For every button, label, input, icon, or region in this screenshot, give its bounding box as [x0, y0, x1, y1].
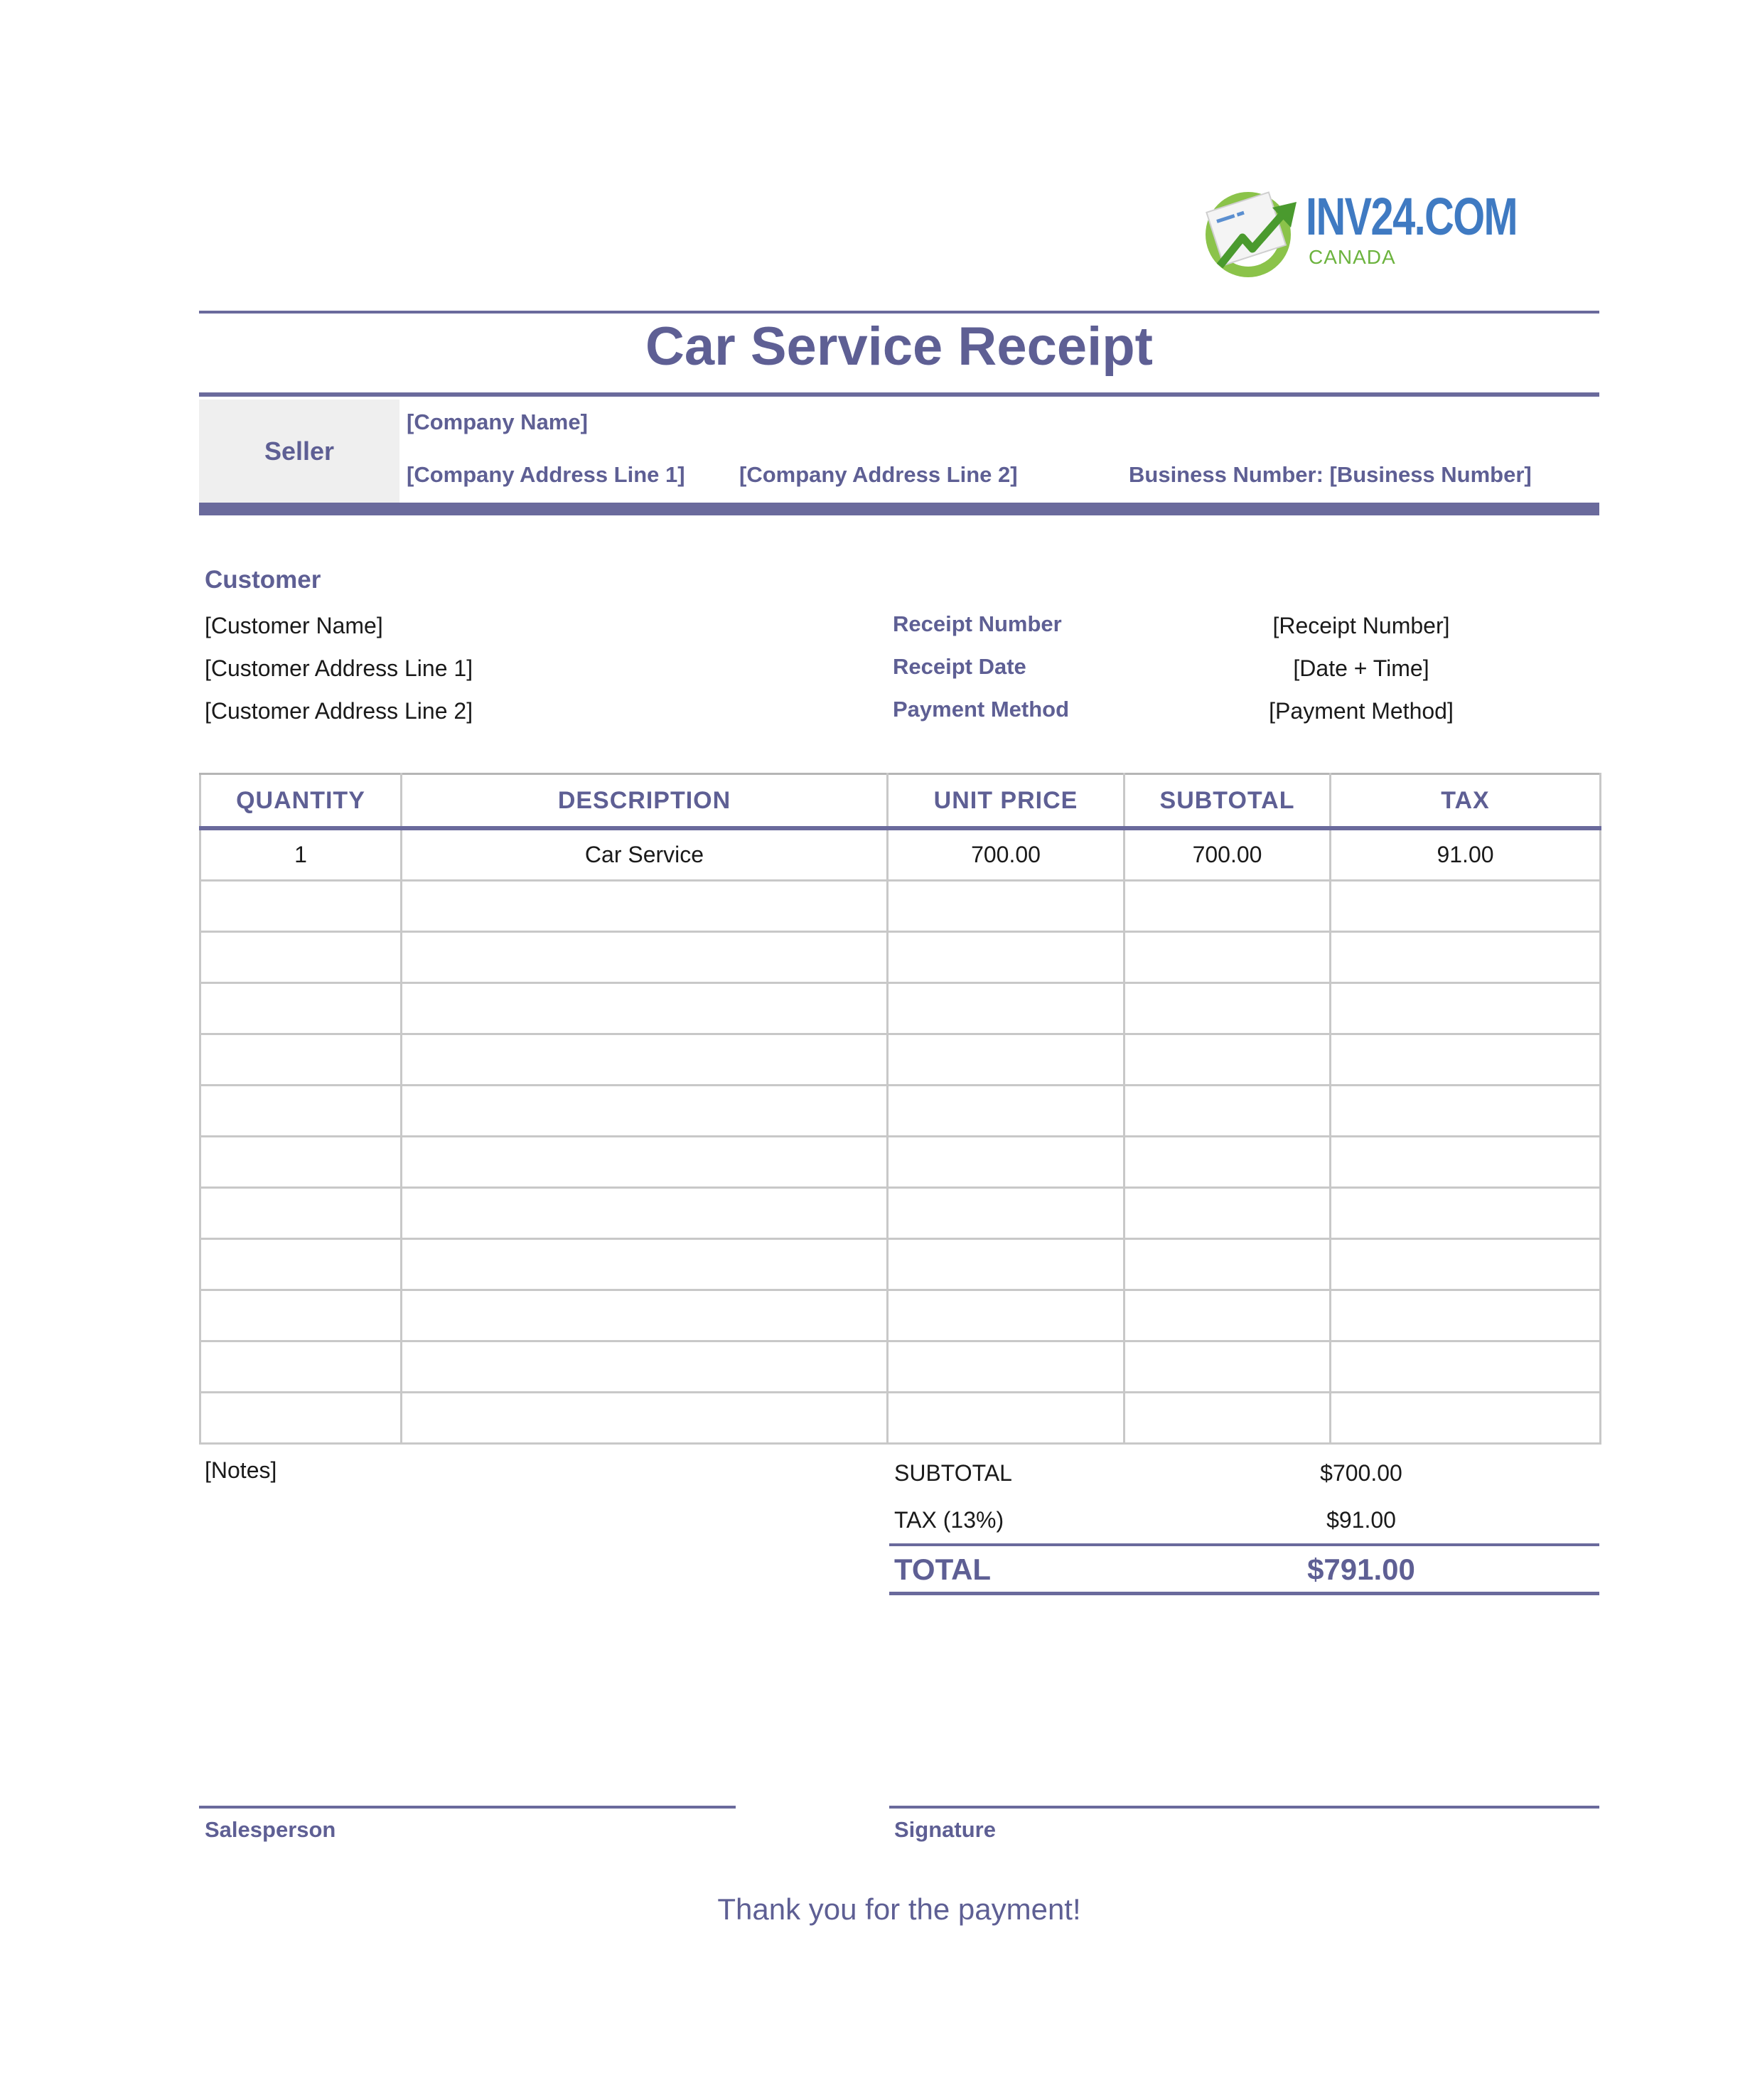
header-tax: TAX	[1331, 774, 1601, 829]
cell-subtotal	[1124, 881, 1331, 932]
header-description: DESCRIPTION	[402, 774, 888, 829]
cell-unit-price: 700.00	[888, 828, 1124, 881]
cell-subtotal	[1124, 1239, 1331, 1290]
table-row	[200, 1188, 1601, 1239]
cell-quantity: 1	[200, 828, 402, 881]
cell-subtotal	[1124, 1393, 1331, 1444]
customer-name: [Customer Name]	[205, 613, 383, 638]
table-header-row	[200, 774, 1601, 829]
cell-unit-price	[888, 1137, 1124, 1188]
tax-value: $91.00	[1326, 1507, 1396, 1533]
cell-description	[402, 1341, 888, 1393]
cell-tax	[1331, 1034, 1601, 1086]
cell-unit-price	[888, 1290, 1124, 1341]
customer-address-line-1: [Customer Address Line 1]	[205, 655, 473, 681]
cell-unit-price	[888, 881, 1124, 932]
title-top-rule	[199, 311, 1599, 314]
cell-unit-price	[888, 932, 1124, 983]
cell-subtotal: 700.00	[1124, 828, 1331, 881]
company-address-line-1: [Company Address Line 1]	[407, 462, 685, 487]
cell-quantity	[200, 1341, 402, 1393]
payment-method-value: [Payment Method]	[1269, 698, 1454, 724]
signature-label: Signature	[894, 1817, 996, 1842]
cell-quantity	[200, 1393, 402, 1444]
company-address-line-2: [Company Address Line 2]	[739, 462, 1018, 487]
logo-region: CANADA	[1309, 246, 1396, 268]
customer-heading: Customer	[205, 566, 321, 594]
cell-tax	[1331, 1341, 1601, 1393]
title-bottom-rule	[199, 392, 1599, 397]
cell-tax	[1331, 1290, 1601, 1341]
cell-description	[402, 932, 888, 983]
receipt-number-value: [Receipt Number]	[1272, 613, 1450, 638]
table-row	[200, 1290, 1601, 1341]
cell-unit-price	[888, 1341, 1124, 1393]
receipt-date-value: [Date + Time]	[1293, 655, 1429, 681]
cell-description: Car Service	[402, 828, 888, 881]
cell-unit-price	[888, 983, 1124, 1034]
cell-subtotal	[1124, 1188, 1331, 1239]
cell-tax	[1331, 881, 1601, 932]
seller-label: Seller	[199, 400, 399, 503]
cell-tax: 91.00	[1331, 828, 1601, 881]
customer-address-line-2: [Customer Address Line 2]	[205, 698, 473, 724]
cell-subtotal	[1124, 1137, 1331, 1188]
cell-quantity	[200, 1290, 402, 1341]
cell-description	[402, 1137, 888, 1188]
cell-description	[402, 1393, 888, 1444]
cell-quantity	[200, 881, 402, 932]
cell-tax	[1331, 983, 1601, 1034]
cell-description	[402, 983, 888, 1034]
cell-subtotal	[1124, 1341, 1331, 1393]
table-row	[200, 1341, 1601, 1393]
cell-subtotal	[1124, 932, 1331, 983]
table-row	[200, 932, 1601, 983]
table-row	[200, 1086, 1601, 1137]
subtotal-value: $700.00	[1320, 1460, 1402, 1486]
invoice-growth-icon	[1198, 186, 1305, 279]
cell-subtotal	[1124, 1290, 1331, 1341]
cell-unit-price	[888, 1086, 1124, 1137]
logo	[1198, 176, 1518, 283]
receipt-date-label: Receipt Date	[893, 654, 1026, 679]
cell-subtotal	[1124, 983, 1331, 1034]
table-row	[200, 1137, 1601, 1188]
company-name: [Company Name]	[407, 409, 588, 434]
payment-method-label: Payment Method	[893, 697, 1070, 722]
cell-unit-price	[888, 1188, 1124, 1239]
cell-quantity	[200, 1188, 402, 1239]
salesperson-label: Salesperson	[205, 1817, 336, 1842]
signature-line	[889, 1806, 1599, 1809]
seller-bottom-bar	[199, 503, 1599, 515]
cell-description	[402, 1086, 888, 1137]
table-row	[200, 828, 1601, 881]
table-row	[200, 1034, 1601, 1086]
cell-tax	[1331, 1188, 1601, 1239]
total-value: $791.00	[1307, 1553, 1415, 1586]
seller-section	[199, 400, 1599, 503]
cell-quantity	[200, 1137, 402, 1188]
tax-label: TAX (13%)	[894, 1507, 1004, 1533]
table-row	[200, 881, 1601, 932]
table-row	[200, 1239, 1601, 1290]
cell-description	[402, 881, 888, 932]
salesperson-line	[199, 1806, 736, 1809]
total-label: TOTAL	[894, 1553, 992, 1586]
cell-description	[402, 1188, 888, 1239]
total-top-rule	[889, 1543, 1599, 1546]
subtotal-label: SUBTOTAL	[894, 1460, 1012, 1486]
cell-description	[402, 1034, 888, 1086]
business-number: Business Number: [Business Number]	[1129, 462, 1532, 487]
cell-tax	[1331, 1393, 1601, 1444]
table-row	[200, 983, 1601, 1034]
cell-quantity	[200, 1239, 402, 1290]
items-table	[199, 773, 1601, 1445]
cell-tax	[1331, 1137, 1601, 1188]
cell-unit-price	[888, 1034, 1124, 1086]
cell-tax	[1331, 1239, 1601, 1290]
cell-unit-price	[888, 1239, 1124, 1290]
cell-quantity	[200, 1034, 402, 1086]
cell-tax	[1331, 932, 1601, 983]
logo-brand: INV24.COM	[1306, 187, 1518, 246]
cell-description	[402, 1290, 888, 1341]
cell-unit-price	[888, 1393, 1124, 1444]
notes: [Notes]	[205, 1457, 277, 1483]
table-row	[200, 1393, 1601, 1444]
cell-tax	[1331, 1086, 1601, 1137]
cell-quantity	[200, 1086, 402, 1137]
header-quantity: QUANTITY	[200, 774, 402, 829]
cell-description	[402, 1239, 888, 1290]
page-title: Car Service Receipt	[645, 316, 1153, 377]
cell-quantity	[200, 932, 402, 983]
receipt-number-label: Receipt Number	[893, 611, 1062, 636]
header-unit-price: UNIT PRICE	[888, 774, 1124, 829]
cell-quantity	[200, 983, 402, 1034]
header-subtotal: SUBTOTAL	[1124, 774, 1331, 829]
thank-you-message: Thank you for the payment!	[717, 1892, 1081, 1926]
cell-subtotal	[1124, 1034, 1331, 1086]
cell-subtotal	[1124, 1086, 1331, 1137]
total-bottom-rule	[889, 1592, 1599, 1595]
